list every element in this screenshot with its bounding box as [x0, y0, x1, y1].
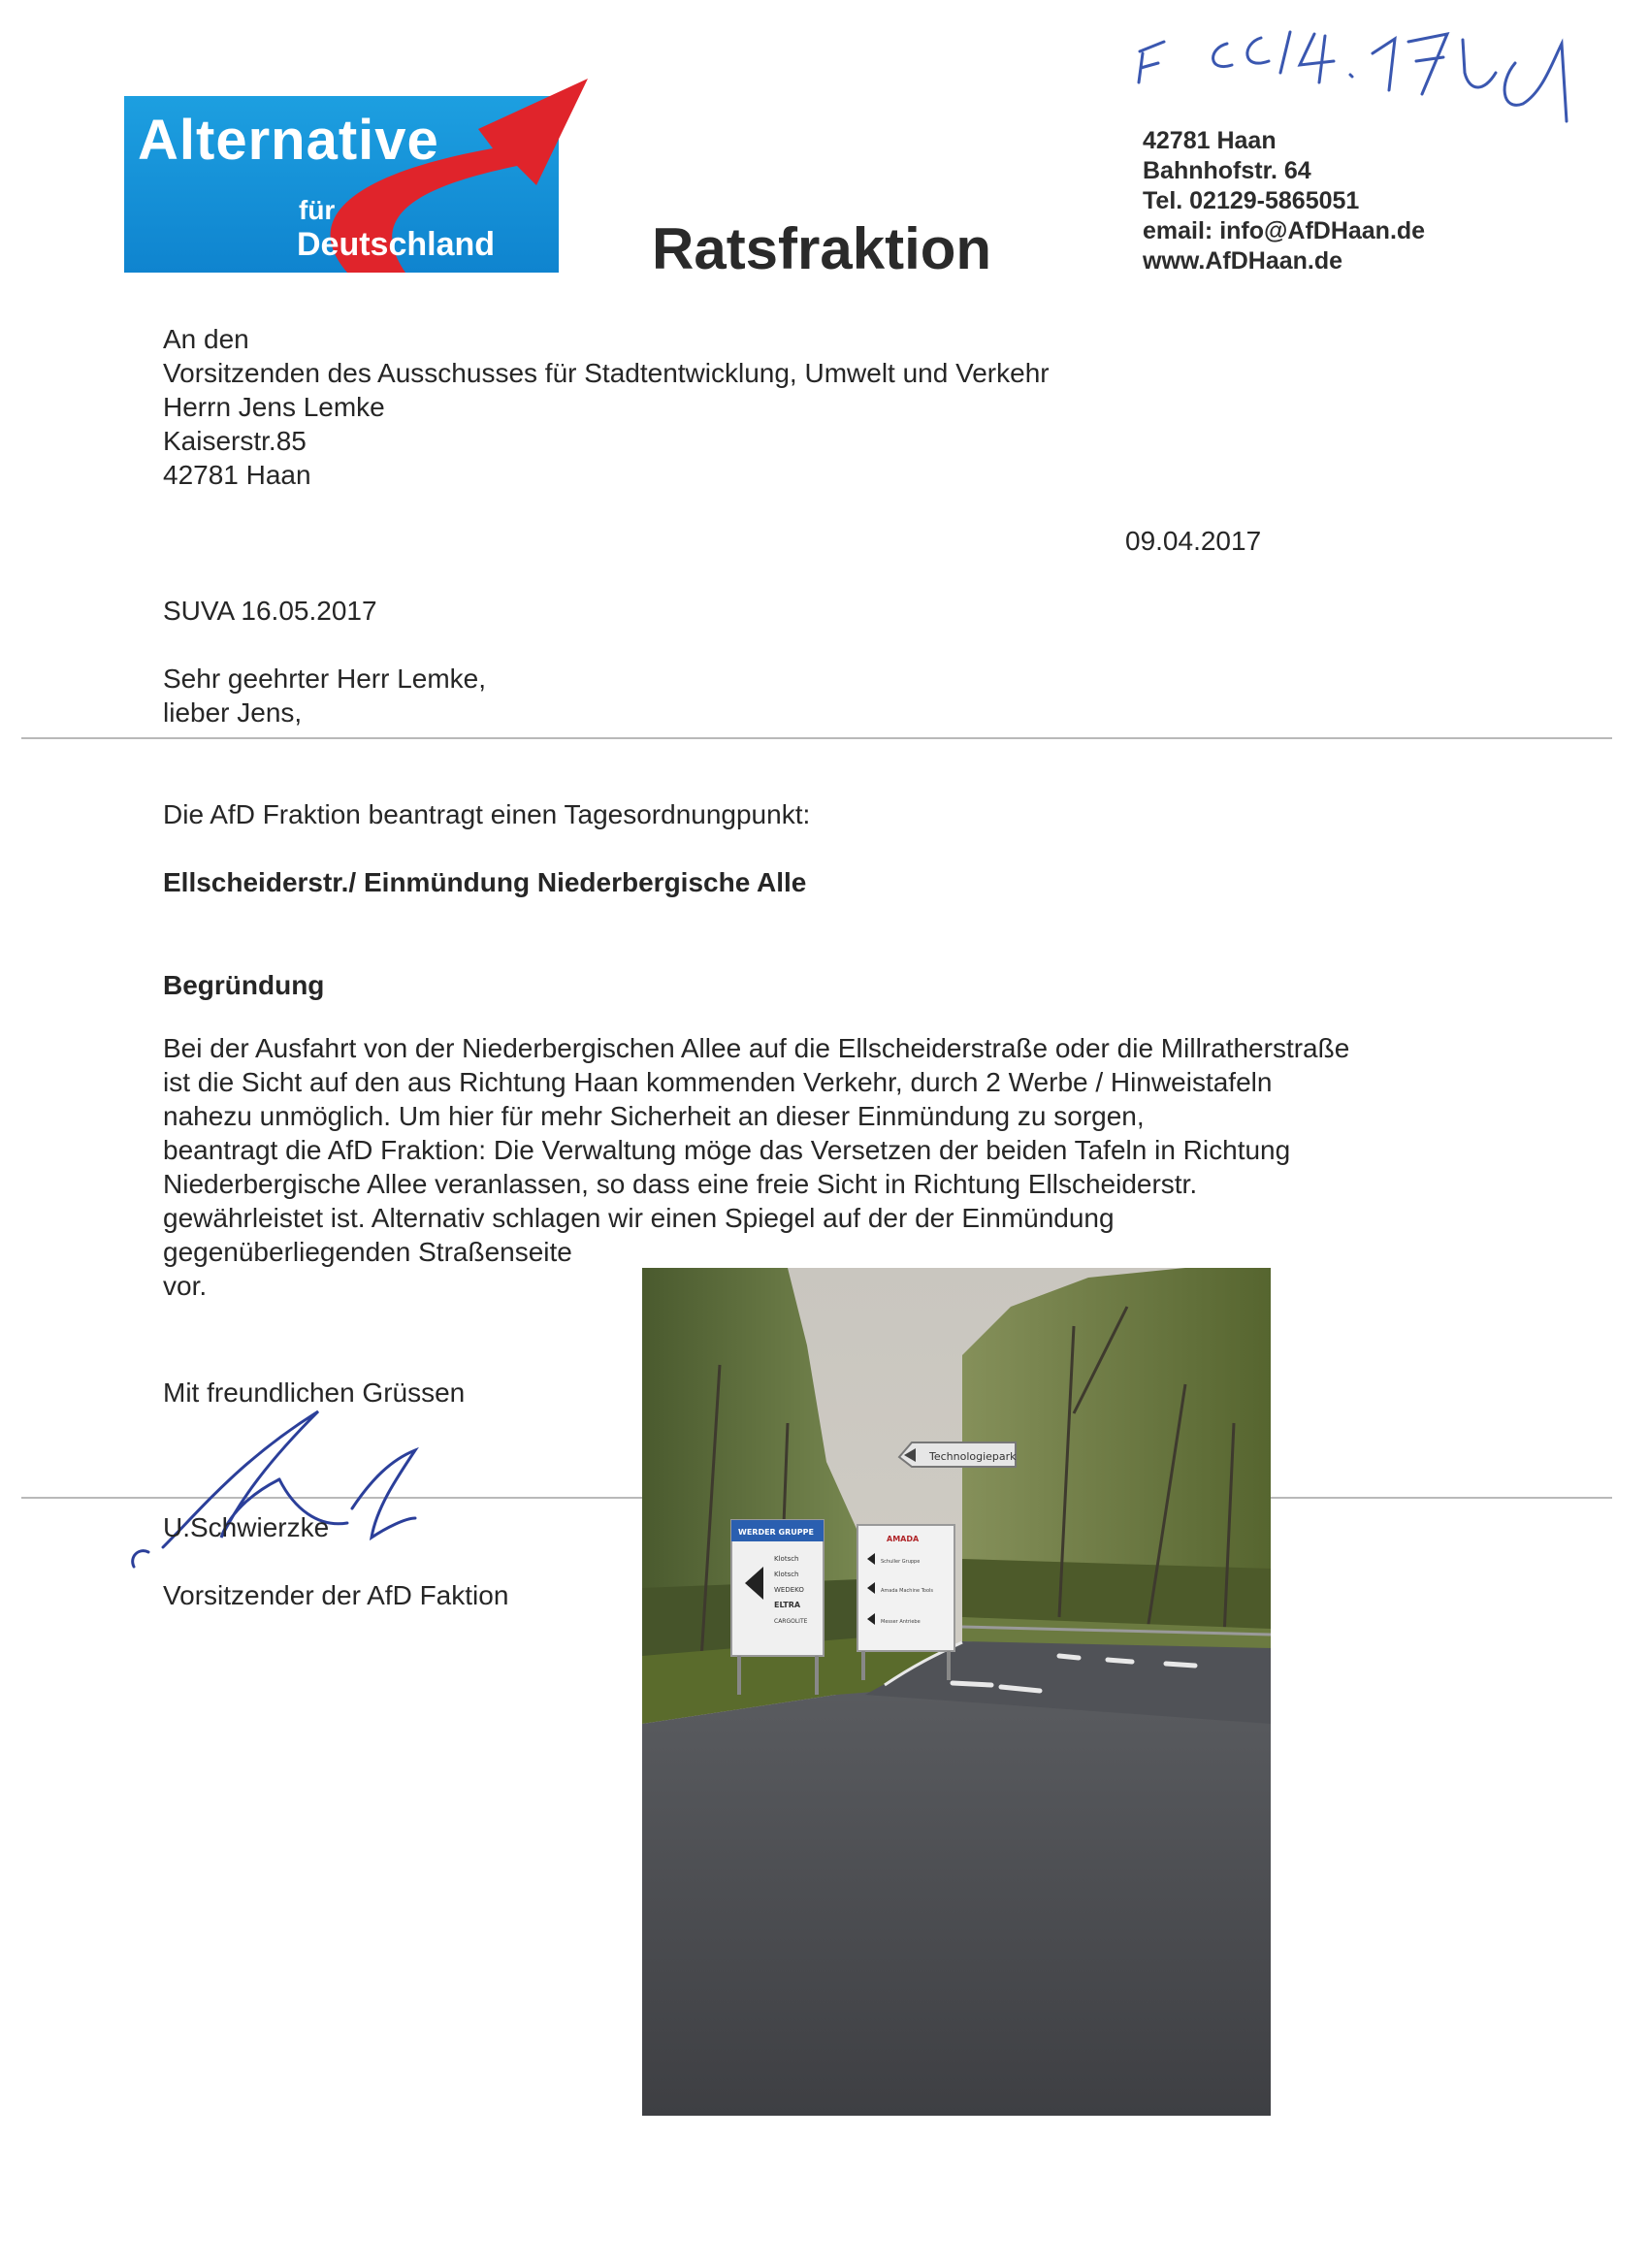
handwritten-note [1135, 15, 1581, 131]
reason-line: gewährleistet ist. Alternativ schlagen wir einen Spiegel auf der der Einmündung [163, 1203, 1115, 1233]
junction-photo [642, 1268, 1271, 2116]
direction-sign-label: Technologiepark [929, 1450, 1017, 1463]
logo-text-fuer: für [299, 195, 336, 225]
reason-line: ist die Sicht auf den aus Richtung Haan kommenden Verkehr, durch 2 Werbe / Hinweistafeln [163, 1067, 1273, 1097]
werder-sign-line: WEDEKO [774, 1586, 804, 1594]
intro-line: Die AfD Fraktion beantragt einen Tagesordnungpunkt: [163, 799, 811, 829]
reason-line: nahezu unmöglich. Um hier für mehr Sicherheit an dieser Einmündung zu sorgen, [163, 1101, 1145, 1131]
amada-sign-line: Messer Antriebe [881, 1619, 921, 1625]
recipient-line: Kaiserstr.85 [163, 426, 307, 456]
handwritten-signature [124, 1402, 435, 1571]
subject-line: Ellscheiderstr./ Einmündung Niederbergische Alle [163, 867, 807, 897]
recipient-line: Herrn Jens Lemke [163, 392, 385, 422]
recipient-line: 42781 Haan [163, 460, 311, 490]
amada-sign-header: AMADA [887, 1535, 920, 1543]
reason-paragraph [163, 1031, 1349, 1303]
contact-city: 42781 Haan [1143, 127, 1277, 154]
werder-sign-line: Klotsch [774, 1555, 799, 1563]
contact-email: email: info@AfDHaan.de [1143, 217, 1426, 244]
recipient-line: An den [163, 324, 249, 354]
reason-line: Niederbergische Allee veranlassen, so dass eine freie Sicht in Richtung Ellscheiderstr. [163, 1169, 1198, 1199]
reason-line: beantragt die AfD Fraktion: Die Verwaltung möge das Versetzen der beiden Tafeln in Richtung [163, 1135, 1291, 1165]
signer-name: U.Schwierzke [163, 1512, 330, 1542]
afd-logo [124, 71, 588, 273]
reason-heading: Begründung [163, 970, 325, 1000]
logo-text-deutschland: Deutschland [297, 226, 496, 263]
werder-sign-line: CARGOLITE [774, 1618, 808, 1625]
reference-line: SUVA 16.05.2017 [163, 596, 377, 626]
salutation [163, 662, 486, 729]
logo-text-alternative: Alternative [138, 109, 439, 172]
contact-phone: Tel. 02129-5865051 [1143, 187, 1360, 214]
werder-sign-line: Klotsch [774, 1571, 799, 1578]
signer-title: Vorsitzender der AfD Faktion [163, 1580, 509, 1610]
salutation-line: Sehr geehrter Herr Lemke, [163, 664, 487, 694]
salutation-line: lieber Jens, [163, 697, 303, 728]
contact-street: Bahnhofstr. 64 [1143, 157, 1311, 184]
paper-fold-line [21, 737, 1612, 739]
letter-date: 09.04.2017 [1125, 526, 1262, 556]
contact-block [1143, 126, 1425, 276]
reason-line: gegenüberliegenden Straßenseite [163, 1237, 572, 1267]
recipient-address [163, 322, 1050, 492]
reason-line: Bei der Ausfahrt von der Niederbergischen Allee auf die Ellscheiderstraße oder die Millratherstraße [163, 1033, 1350, 1063]
werder-sign-header: WERDER GRUPPE [738, 1528, 814, 1537]
amada-sign-line: Schuller Gruppe [881, 1559, 921, 1565]
reason-line: vor. [163, 1271, 208, 1301]
letterhead-title: Ratsfraktion [652, 216, 992, 281]
closing-line: Mit freundlichen Grüssen [163, 1377, 466, 1408]
amada-sign-line: Amada Machine Tools [881, 1588, 934, 1594]
contact-website: www.AfDHaan.de [1143, 247, 1343, 275]
recipient-line: Vorsitzenden des Ausschusses für Stadtentwicklung, Umwelt und Verkehr [163, 358, 1050, 388]
werder-sign-line: ELTRA [774, 1601, 801, 1609]
